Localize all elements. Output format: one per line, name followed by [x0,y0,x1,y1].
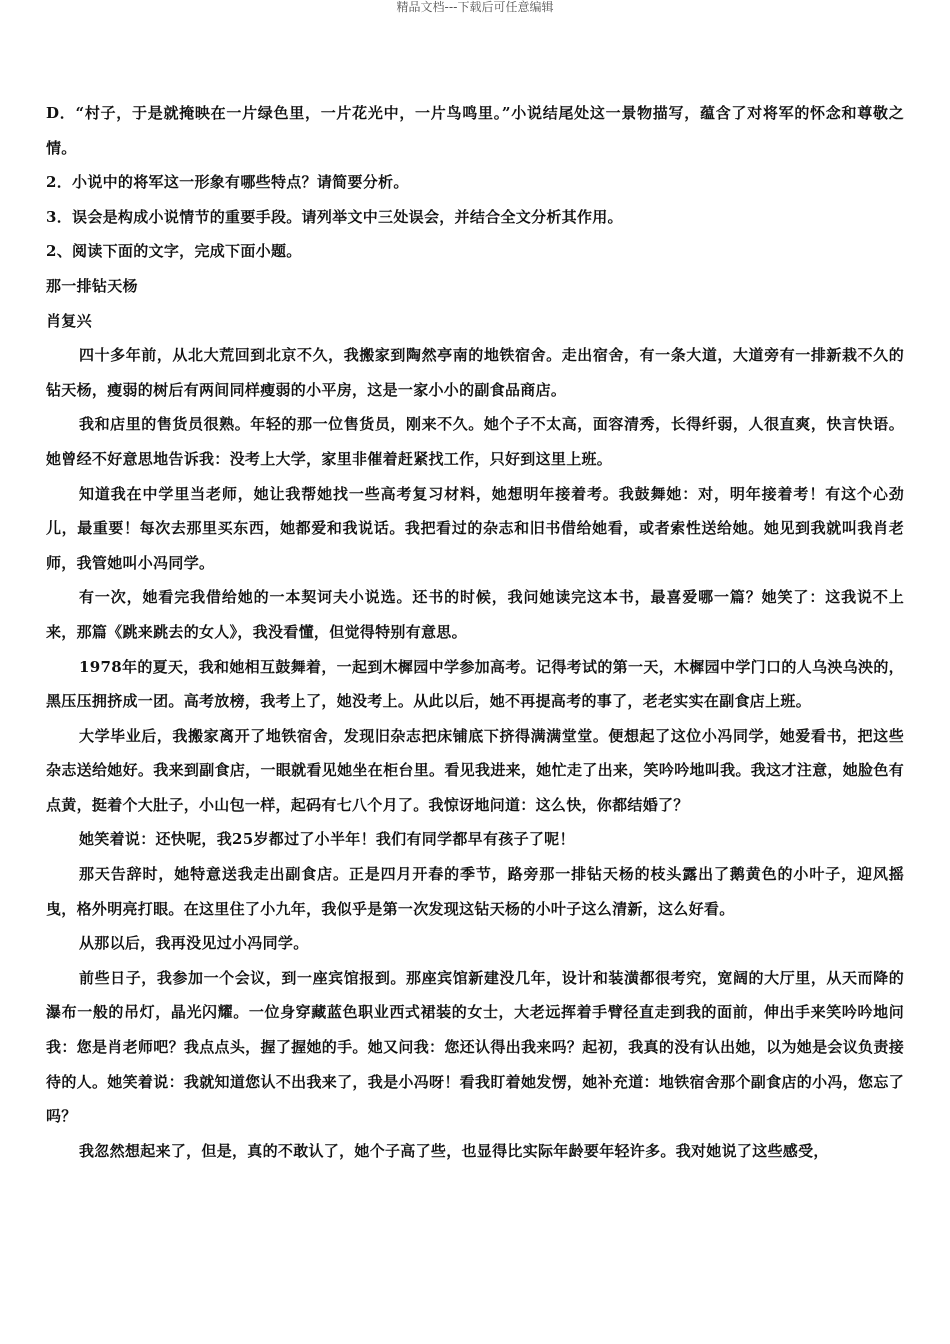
question-3: 3．误会是构成小说情节的重要手段。请列举文中三处误会，并结合全文分析其作用。 [46,207,623,226]
paragraph-5: 1978年的夏天，我和她相互鼓舞着，一起到木樨园中学参加高考。记得考试的第一天，木樨园中学门口的人乌泱乌泱的，黑压压拥挤成一团。高考放榜，我考上了，她没考上。从此以后，她不再提高考的事了，老老实实在副食店上班。 [46,657,904,711]
article-author: 肖复兴 [46,311,92,330]
page-header: 精品文档---下载后可任意编辑 [396,0,554,14]
paragraph-7: 她笑着说：还快呢，我25岁都过了小半年！我们有同学都早有孩子了呢！ [79,830,575,849]
question-2: 2．小说中的将军这一形象有哪些特点？请简要分析。 [46,173,409,192]
paragraph-1: 四十多年前，从北大荒回到北京不久，我搬家到陶然亭南的地铁宿舍。走出宿舍，有一条大道，大道旁有一排新栽不久的钻天杨，瘦弱的树后有两间同样瘦弱的小平房，这是一家小小的副食品商店。 [46,346,904,399]
paragraph-10: 前些日子，我参加一个会议，到一座宾馆报到。那座宾馆新建没几年，设计和装潢都很考究，宽阔的大厅里，从天而降的瀑布一般的吊灯，晶光闪耀。一位身穿藏蓝色职业西式裙装的女士，大老远挥着手臂径直走到我的面前，伸出手来笑吟吟地问我：您是肖老师吧？我点点头，握了握她的手。她又问我：您还认得出我来吗？起初，我真的没有认出她，以为她是会议负责接待的人。她笑着说：我就知道您认不出我来了，我是小冯呀！看我盯着她发愣，她补充道：地铁宿舍那个副食店的小冯，您忘了吗？ [46,968,904,1126]
document-body [46,96,904,1168]
paragraph-2: 我和店里的售货员很熟。年轻的那一位售货员，刚来不久。她个子不太高，面容清秀，长得纤弱，人很直爽，快言快语。她曾经不好意思地告诉我：没考上大学，家里非催着赶紧找工作，只好到这里上班。 [46,415,904,468]
paragraph-9: 从那以后，我再没见过小冯同学。 [79,934,309,953]
paragraph-6: 大学毕业后，我搬家离开了地铁宿舍，发现旧杂志把床铺底下挤得满满堂堂。便想起了这位小冯同学，她爱看书，把这些杂志送给她好。我来到副食店，一眼就看见她坐在柜台里。看见我进来，她忙走了出来，笑吟吟地叫我。我这才注意，她脸色有点黄，挺着个大肚子，小山包一样，起码有七八个月了。我惊讶地问道：这么快，你都结婚了？ [46,726,904,814]
paragraph-3: 知道我在中学里当老师，她让我帮她找一些高考复习材料，她想明年接着考。我鼓舞她：对，明年接着考！有这个心劲儿，最重要！每次去那里买东西，她都爱和我说话。我把看过的杂志和旧书借给她看，或者索性送给她。她见到我就叫我肖老师，我管她叫小冯同学。 [46,484,904,572]
paragraph-8: 那天告辞时，她特意送我走出副食店。正是四月开春的季节，路旁那一排钻天杨的枝头露出了鹅黄色的小叶子，迎风摇曳，格外明亮打眼。在这里住了小九年，我似乎是第一次发现这钻天杨的小叶子这么清新，这么好看。 [46,865,904,918]
paragraph-11: 我忽然想起来了，但是，真的不敢认了，她个子高了些，也显得比实际年龄要年轻许多。我对她说了这些感受， [79,1141,829,1160]
option-d: D．“村子，于是就掩映在一片绿色里，一片花光中，一片鸟鸣里。”小说结尾处这一景物描写，蕴含了对将军的怀念和尊敬之情。 [46,104,904,157]
section-2-instruction: 2、阅读下面的文字，完成下面小题。 [46,242,302,261]
article-title: 那一排钻天杨 [46,276,138,295]
paragraph-4: 有一次，她看完我借给她的一本契诃夫小说选。还书的时候，我问她读完这本书，最喜爱哪一篇？她笑了：这我说不上来，那篇《跳来跳去的女人》，我没看懂，但觉得特别有意思。 [46,588,904,641]
